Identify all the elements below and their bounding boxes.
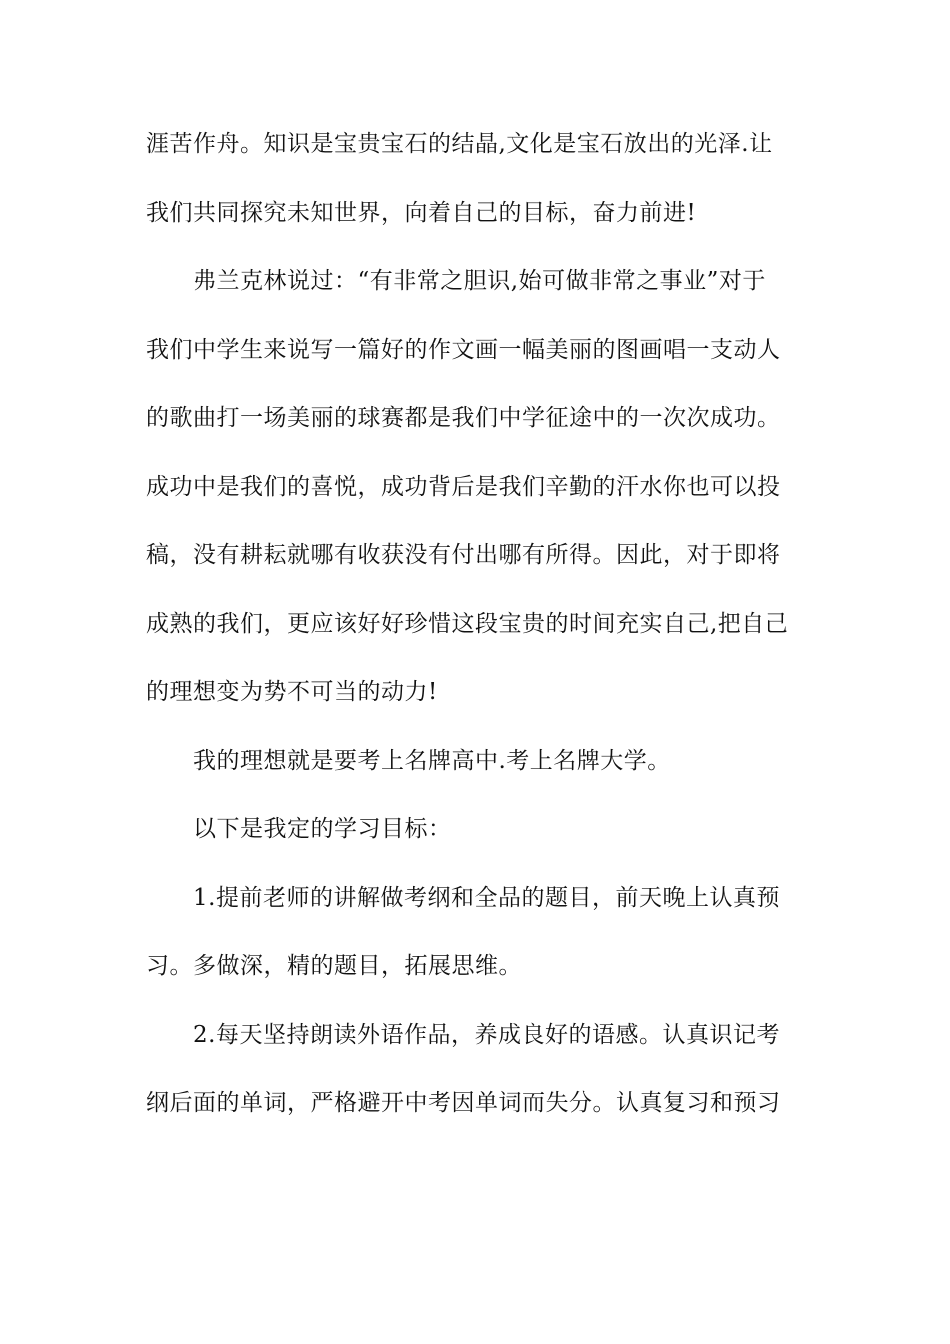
text-line: 我们中学生来说写一篇好的作文画一幅美丽的图画唱一支动人 [146, 336, 781, 363]
paragraph-start-line: 我的理想就是要考上名牌高中.考上名牌大学。 [193, 747, 671, 774]
text-line: 纲后面的单词，严格避开中考因单词而失分。认真复习和预习 [146, 1090, 781, 1116]
list-item-line: 2.每天坚持朗读外语作品，养成良好的语感。认真识记考 [193, 1021, 780, 1048]
text-line: 习。多做深，精的题目，拓展思维。 [146, 953, 522, 979]
text-line: 稿，没有耕耘就哪有收获没有付出哪有所得。因此，对于即将 [146, 542, 781, 568]
text-line: 的歌曲打一场美丽的球赛都是我们中学征途中的一次次成功。 [146, 405, 781, 431]
text-line: 的理想变为势不可当的动力! [146, 679, 438, 705]
paragraph-start-line: 弗兰克林说过：“有非常之胆识,始可做非常之事业”对于 [193, 268, 766, 294]
text-line: 成熟的我们，更应该好好珍惜这段宝贵的时间充实自己,把自己 [146, 610, 789, 637]
list-item-line: 1.提前老师的讲解做考纲和全品的题目，前天晚上认真预 [193, 884, 780, 911]
body-text [146, 128, 806, 1156]
text-line: 涯苦作舟。知识是宝贵宝石的结晶,文化是宝石放出的光泽.让 [146, 131, 773, 157]
text-line: 成功中是我们的喜悦，成功背后是我们辛勤的汗水你也可以投 [146, 473, 781, 500]
text-line: 我们共同探究未知世界，向着自己的目标，奋力前进! [146, 199, 697, 226]
paragraph-start-line: 以下是我定的学习目标： [193, 816, 452, 842]
